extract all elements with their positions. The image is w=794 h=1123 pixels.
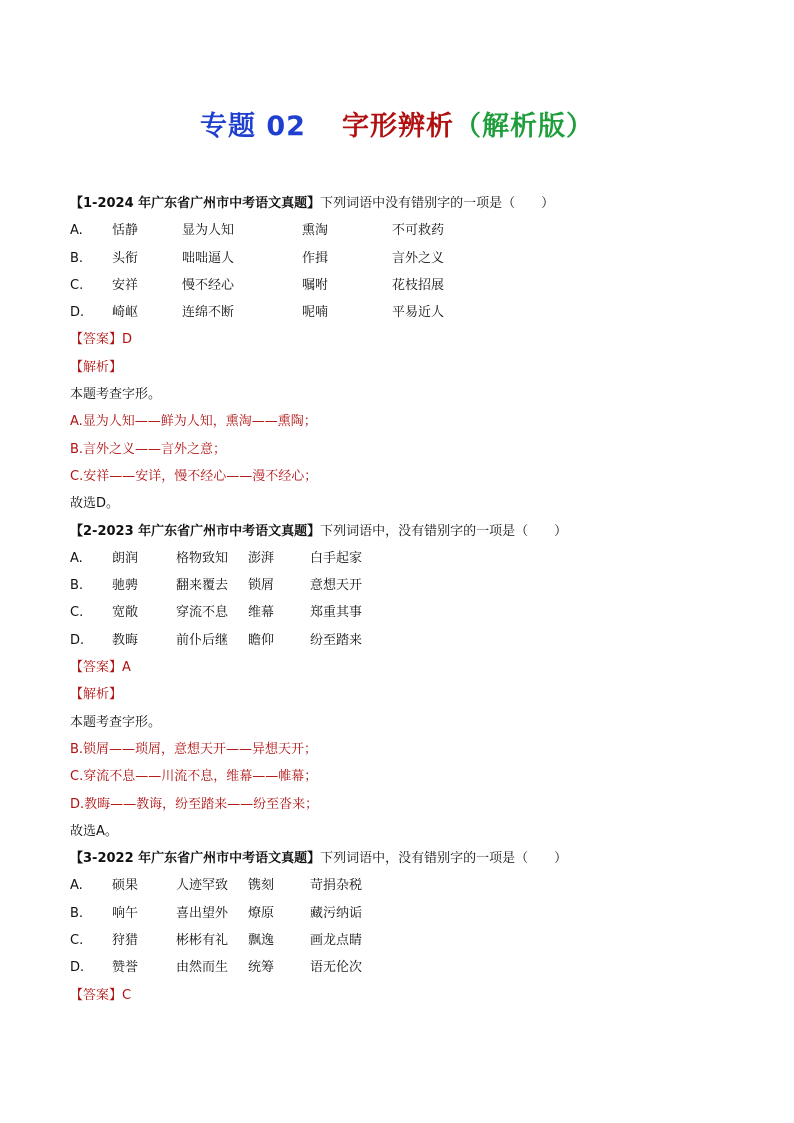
question-2-option-c bbox=[70, 599, 750, 626]
option-word: 慢不经心 bbox=[182, 277, 235, 293]
answer-label: 【答案】 bbox=[70, 332, 123, 348]
option-letter: B. bbox=[70, 250, 84, 266]
option-word: 教晦 bbox=[112, 632, 139, 648]
question-1-analysis-detail-3: C.安祥——安详，慢不经心——漫不经心； bbox=[70, 468, 318, 484]
question-1-answer bbox=[70, 326, 750, 353]
question-3-option-a bbox=[70, 872, 750, 899]
option-word: 言外之义 bbox=[392, 250, 445, 266]
question-3-option-d bbox=[70, 954, 750, 981]
question-2-analysis-label: 【解析】 bbox=[70, 687, 123, 703]
option-letter: C. bbox=[70, 277, 84, 293]
question-2-analysis-detail-1: B.锁屑——琐屑，意想天开——异想天开； bbox=[70, 741, 318, 757]
option-word: 宽敞 bbox=[112, 605, 139, 621]
option-word: 藏污纳诟 bbox=[310, 905, 363, 921]
answer-label: 【答案】 bbox=[70, 660, 123, 676]
option-word: 语无伦次 bbox=[310, 960, 363, 976]
option-word: 平易近人 bbox=[392, 305, 445, 321]
option-word: 白手起家 bbox=[310, 550, 363, 566]
option-word: 显为人知 bbox=[182, 223, 235, 239]
option-word: 安祥 bbox=[112, 277, 139, 293]
option-word: 狩猎 bbox=[112, 933, 139, 949]
question-3-answer bbox=[70, 982, 750, 1009]
answer-value: D bbox=[122, 332, 133, 348]
option-letter: A. bbox=[70, 878, 83, 894]
question-2-analysis-detail-3: D.教晦——教诲，纷至踏来——纷至沓来； bbox=[70, 796, 319, 812]
option-word: 赞誉 bbox=[112, 960, 139, 976]
question-3-stem bbox=[70, 845, 750, 872]
option-word: 不可救药 bbox=[392, 223, 445, 239]
option-word: 统筹 bbox=[248, 960, 275, 976]
question-1-option-b bbox=[70, 245, 750, 272]
option-word: 连绵不断 bbox=[182, 305, 235, 321]
option-word: 花枝招展 bbox=[392, 277, 445, 293]
option-word: 苛捐杂税 bbox=[310, 878, 363, 894]
option-letter: A. bbox=[70, 223, 83, 239]
question-3-prompt: 下列词语中，没有错别字的一项是（ ） bbox=[320, 851, 568, 867]
option-word: 格物致知 bbox=[176, 550, 229, 566]
option-word: 飘逸 bbox=[248, 933, 275, 949]
option-word: 彬彬有礼 bbox=[176, 933, 229, 949]
title-topic-number: 专题 02 bbox=[200, 111, 306, 142]
option-word: 前仆后继 bbox=[176, 632, 229, 648]
option-letter: D. bbox=[70, 632, 85, 648]
option-word: 燎原 bbox=[248, 905, 275, 921]
option-letter: A. bbox=[70, 550, 83, 566]
option-word: 画龙点睛 bbox=[310, 933, 363, 949]
option-word: 喜出望外 bbox=[176, 905, 229, 921]
question-2-stem bbox=[70, 518, 750, 545]
option-word: 呢喃 bbox=[302, 305, 329, 321]
question-2-source: 【2-2023 年广东省广州市中考语文真题】 bbox=[70, 523, 321, 539]
option-word: 恬静 bbox=[112, 223, 139, 239]
question-2-option-a bbox=[70, 545, 750, 572]
option-word: 意想天开 bbox=[310, 578, 363, 594]
option-word: 澎湃 bbox=[248, 550, 275, 566]
option-letter: B. bbox=[70, 905, 84, 921]
option-word: 响午 bbox=[112, 905, 139, 921]
question-3-option-c bbox=[70, 927, 750, 954]
question-2-analysis-detail-2: C.穿流不息——川流不息，维幕——帷幕； bbox=[70, 769, 318, 785]
option-word: 翻来覆去 bbox=[176, 578, 229, 594]
option-word: 驰骋 bbox=[112, 578, 139, 594]
answer-label: 【答案】 bbox=[70, 987, 123, 1003]
option-word: 穿流不息 bbox=[176, 605, 229, 621]
question-2-answer bbox=[70, 654, 750, 681]
question-1-analysis-intro: 本题考查字形。 bbox=[70, 387, 162, 403]
question-1-option-d bbox=[70, 299, 750, 326]
question-1 bbox=[70, 190, 750, 518]
question-1-analysis-detail-1: A.显为人知——鲜为人知，熏淘——熏陶； bbox=[70, 414, 317, 430]
option-word: 纷至踏来 bbox=[310, 632, 363, 648]
option-word: 由然而生 bbox=[176, 960, 229, 976]
question-3 bbox=[70, 845, 750, 1009]
question-1-conclusion: 故选D。 bbox=[70, 496, 120, 512]
option-word: 锁屑 bbox=[248, 578, 275, 594]
option-letter: B. bbox=[70, 578, 84, 594]
question-3-source: 【3-2022 年广东省广州市中考语文真题】 bbox=[70, 851, 321, 867]
question-2 bbox=[70, 518, 750, 846]
question-2-option-d bbox=[70, 627, 750, 654]
option-word: 崎岖 bbox=[112, 305, 139, 321]
question-1-stem bbox=[70, 190, 750, 217]
answer-value: C bbox=[122, 987, 132, 1003]
option-word: 朗润 bbox=[112, 550, 139, 566]
option-letter: D. bbox=[70, 960, 85, 976]
option-word: 镌刻 bbox=[248, 878, 275, 894]
question-2-option-b bbox=[70, 572, 750, 599]
option-letter: C. bbox=[70, 605, 84, 621]
question-1-option-a bbox=[70, 217, 750, 244]
question-1-source: 【1-2024 年广东省广州市中考语文真题】 bbox=[70, 196, 321, 211]
question-1-analysis-label: 【解析】 bbox=[70, 359, 123, 375]
option-letter: C. bbox=[70, 933, 84, 949]
option-letter: D. bbox=[70, 305, 85, 321]
question-2-analysis-intro: 本题考查字形。 bbox=[70, 714, 162, 730]
option-word: 作揖 bbox=[302, 250, 329, 266]
option-word: 头衔 bbox=[112, 250, 139, 266]
option-word: 嘱咐 bbox=[302, 277, 329, 293]
title-edition: （解析版） bbox=[453, 111, 594, 142]
option-word: 熏淘 bbox=[302, 223, 329, 239]
option-word: 人迹罕致 bbox=[176, 878, 229, 894]
question-1-option-c bbox=[70, 272, 750, 299]
page-title bbox=[0, 104, 794, 143]
title-topic-name: 字形辨析 bbox=[341, 111, 454, 142]
question-2-prompt: 下列词语中，没有错别字的一项是（ ） bbox=[320, 523, 568, 539]
option-word: 郑重其事 bbox=[310, 605, 363, 621]
questions-content bbox=[70, 190, 750, 1009]
question-1-analysis-detail-2: B.言外之义——言外之意； bbox=[70, 441, 227, 457]
option-word: 维幕 bbox=[248, 605, 275, 621]
question-2-conclusion: 故选A。 bbox=[70, 823, 118, 839]
option-word: 硕果 bbox=[112, 878, 139, 894]
question-3-option-b bbox=[70, 900, 750, 927]
answer-value: A bbox=[122, 660, 131, 676]
question-1-prompt: 下列词语中没有错别字的一项是（ ） bbox=[320, 196, 555, 211]
option-word: 咄咄逼人 bbox=[182, 250, 235, 266]
option-word: 瞻仰 bbox=[248, 632, 275, 648]
